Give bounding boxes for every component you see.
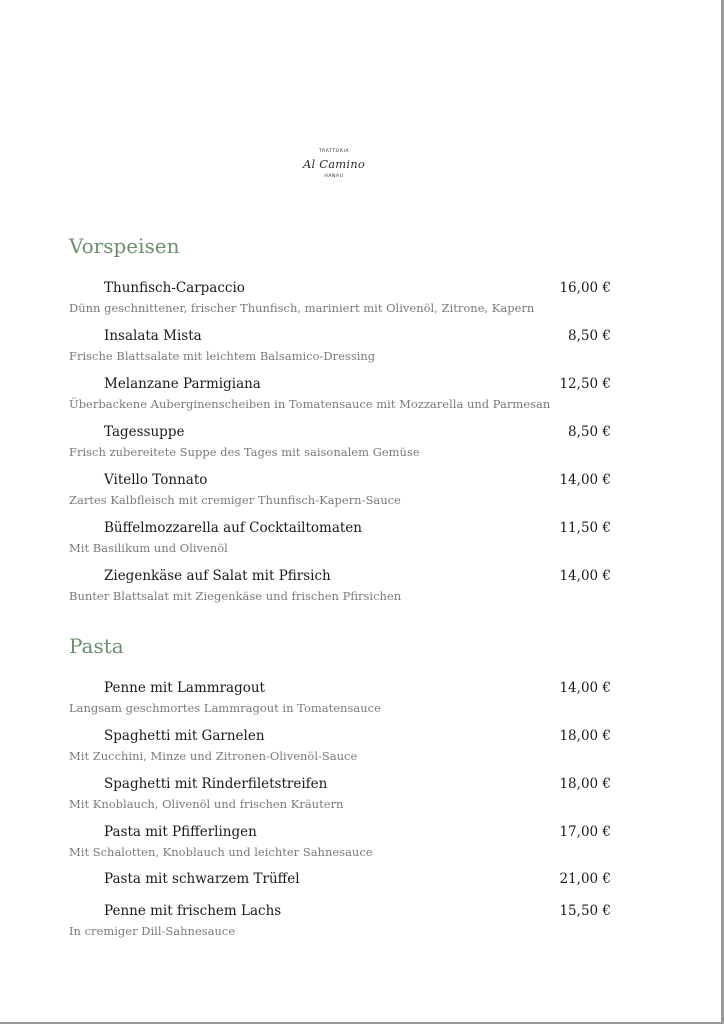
menu-item xyxy=(0,775,724,819)
menu-item-name: Penne mit Lammragout xyxy=(104,680,265,696)
menu-item-description: Mit Schalotten, Knoblauch und leichter Sahnesauce xyxy=(69,845,373,859)
section-title-vorspeisen: Vorspeisen xyxy=(69,234,180,258)
menu-item-name: Pasta mit Pfifferlingen xyxy=(104,824,257,840)
logo-top-text: TRATTORIA xyxy=(318,149,350,154)
menu-item-description: Mit Zucchini, Minze und Zitronen-Olivenöl-Sauce xyxy=(69,749,358,763)
menu-item xyxy=(0,823,724,867)
menu-item-price: 15,50 € xyxy=(559,903,611,919)
menu-item-name: Spaghetti mit Rinderfiletstreifen xyxy=(104,776,328,792)
menu-item-price: 14,00 € xyxy=(559,472,611,488)
menu-item-name: Büffelmozzarella auf Cocktailtomaten xyxy=(104,520,362,536)
menu-item-price: 21,00 € xyxy=(559,871,611,887)
menu-item-name: Melanzane Parmigiana xyxy=(104,376,261,392)
logo-bottom-text: HANAU xyxy=(324,174,344,179)
menu-item xyxy=(0,327,724,371)
menu-item-description: Zartes Kalbfleisch mit cremiger Thunfisch-Kapern-Sauce xyxy=(69,493,401,507)
menu-item-price: 18,00 € xyxy=(559,776,611,792)
menu-item-price: 18,00 € xyxy=(559,728,611,744)
menu-item-price: 8,50 € xyxy=(568,424,611,440)
menu-item-price: 17,00 € xyxy=(559,824,611,840)
menu-item-name: Thunfisch-Carpaccio xyxy=(104,280,245,296)
menu-item xyxy=(0,870,724,894)
logo-main-text: Al Camino xyxy=(302,157,365,171)
menu-item xyxy=(0,423,724,467)
menu-item xyxy=(0,519,724,563)
section-title-pasta: Pasta xyxy=(69,634,124,658)
menu-item-name: Vitello Tonnato xyxy=(104,472,208,488)
menu-item-price: 11,50 € xyxy=(559,520,611,536)
menu-item-name: Tagessuppe xyxy=(104,424,185,440)
menu-item xyxy=(0,679,724,723)
menu-item xyxy=(0,727,724,771)
menu-item-price: 16,00 € xyxy=(559,280,611,296)
menu-item-name: Ziegenkäse auf Salat mit Pfirsich xyxy=(104,568,331,584)
menu-item-name: Pasta mit schwarzem Trüffel xyxy=(104,871,300,887)
menu-item-description: Dünn geschnittener, frischer Thunfisch, mariniert mit Olivenöl, Zitrone, Kapern xyxy=(69,301,535,315)
menu-item-description: Mit Knoblauch, Olivenöl und frischen Kräutern xyxy=(69,797,344,811)
menu-item-name: Spaghetti mit Garnelen xyxy=(104,728,265,744)
menu-item xyxy=(0,567,724,611)
menu-item-name: Insalata Mista xyxy=(104,328,202,344)
menu-item xyxy=(0,375,724,419)
menu-item-description: Bunter Blattsalat mit Ziegenkäse und frischen Pfirsichen xyxy=(69,589,402,603)
menu-item-description: Frische Blattsalate mit leichtem Balsamico-Dressing xyxy=(69,349,376,363)
menu-item-price: 12,50 € xyxy=(559,376,611,392)
restaurant-logo xyxy=(296,148,372,194)
menu-item-name: Penne mit frischem Lachs xyxy=(104,903,282,919)
menu-item-price: 14,00 € xyxy=(559,680,611,696)
menu-item-description: Langsam geschmortes Lammragout in Tomatensauce xyxy=(69,701,381,715)
menu-item-description: Frisch zubereitete Suppe des Tages mit saisonalem Gemüse xyxy=(69,445,420,459)
menu-item-description: In cremiger Dill-Sahnesauce xyxy=(69,924,236,938)
menu-item-description: Mit Basilikum und Olivenöl xyxy=(69,541,228,555)
menu-item xyxy=(0,471,724,515)
menu-item xyxy=(0,902,724,946)
menu-item-price: 14,00 € xyxy=(559,568,611,584)
menu-item-price: 8,50 € xyxy=(568,328,611,344)
menu-item xyxy=(0,279,724,323)
menu-item-description: Überbackene Auberginenscheiben in Tomatensauce mit Mozzarella und Parmesan xyxy=(69,397,551,411)
